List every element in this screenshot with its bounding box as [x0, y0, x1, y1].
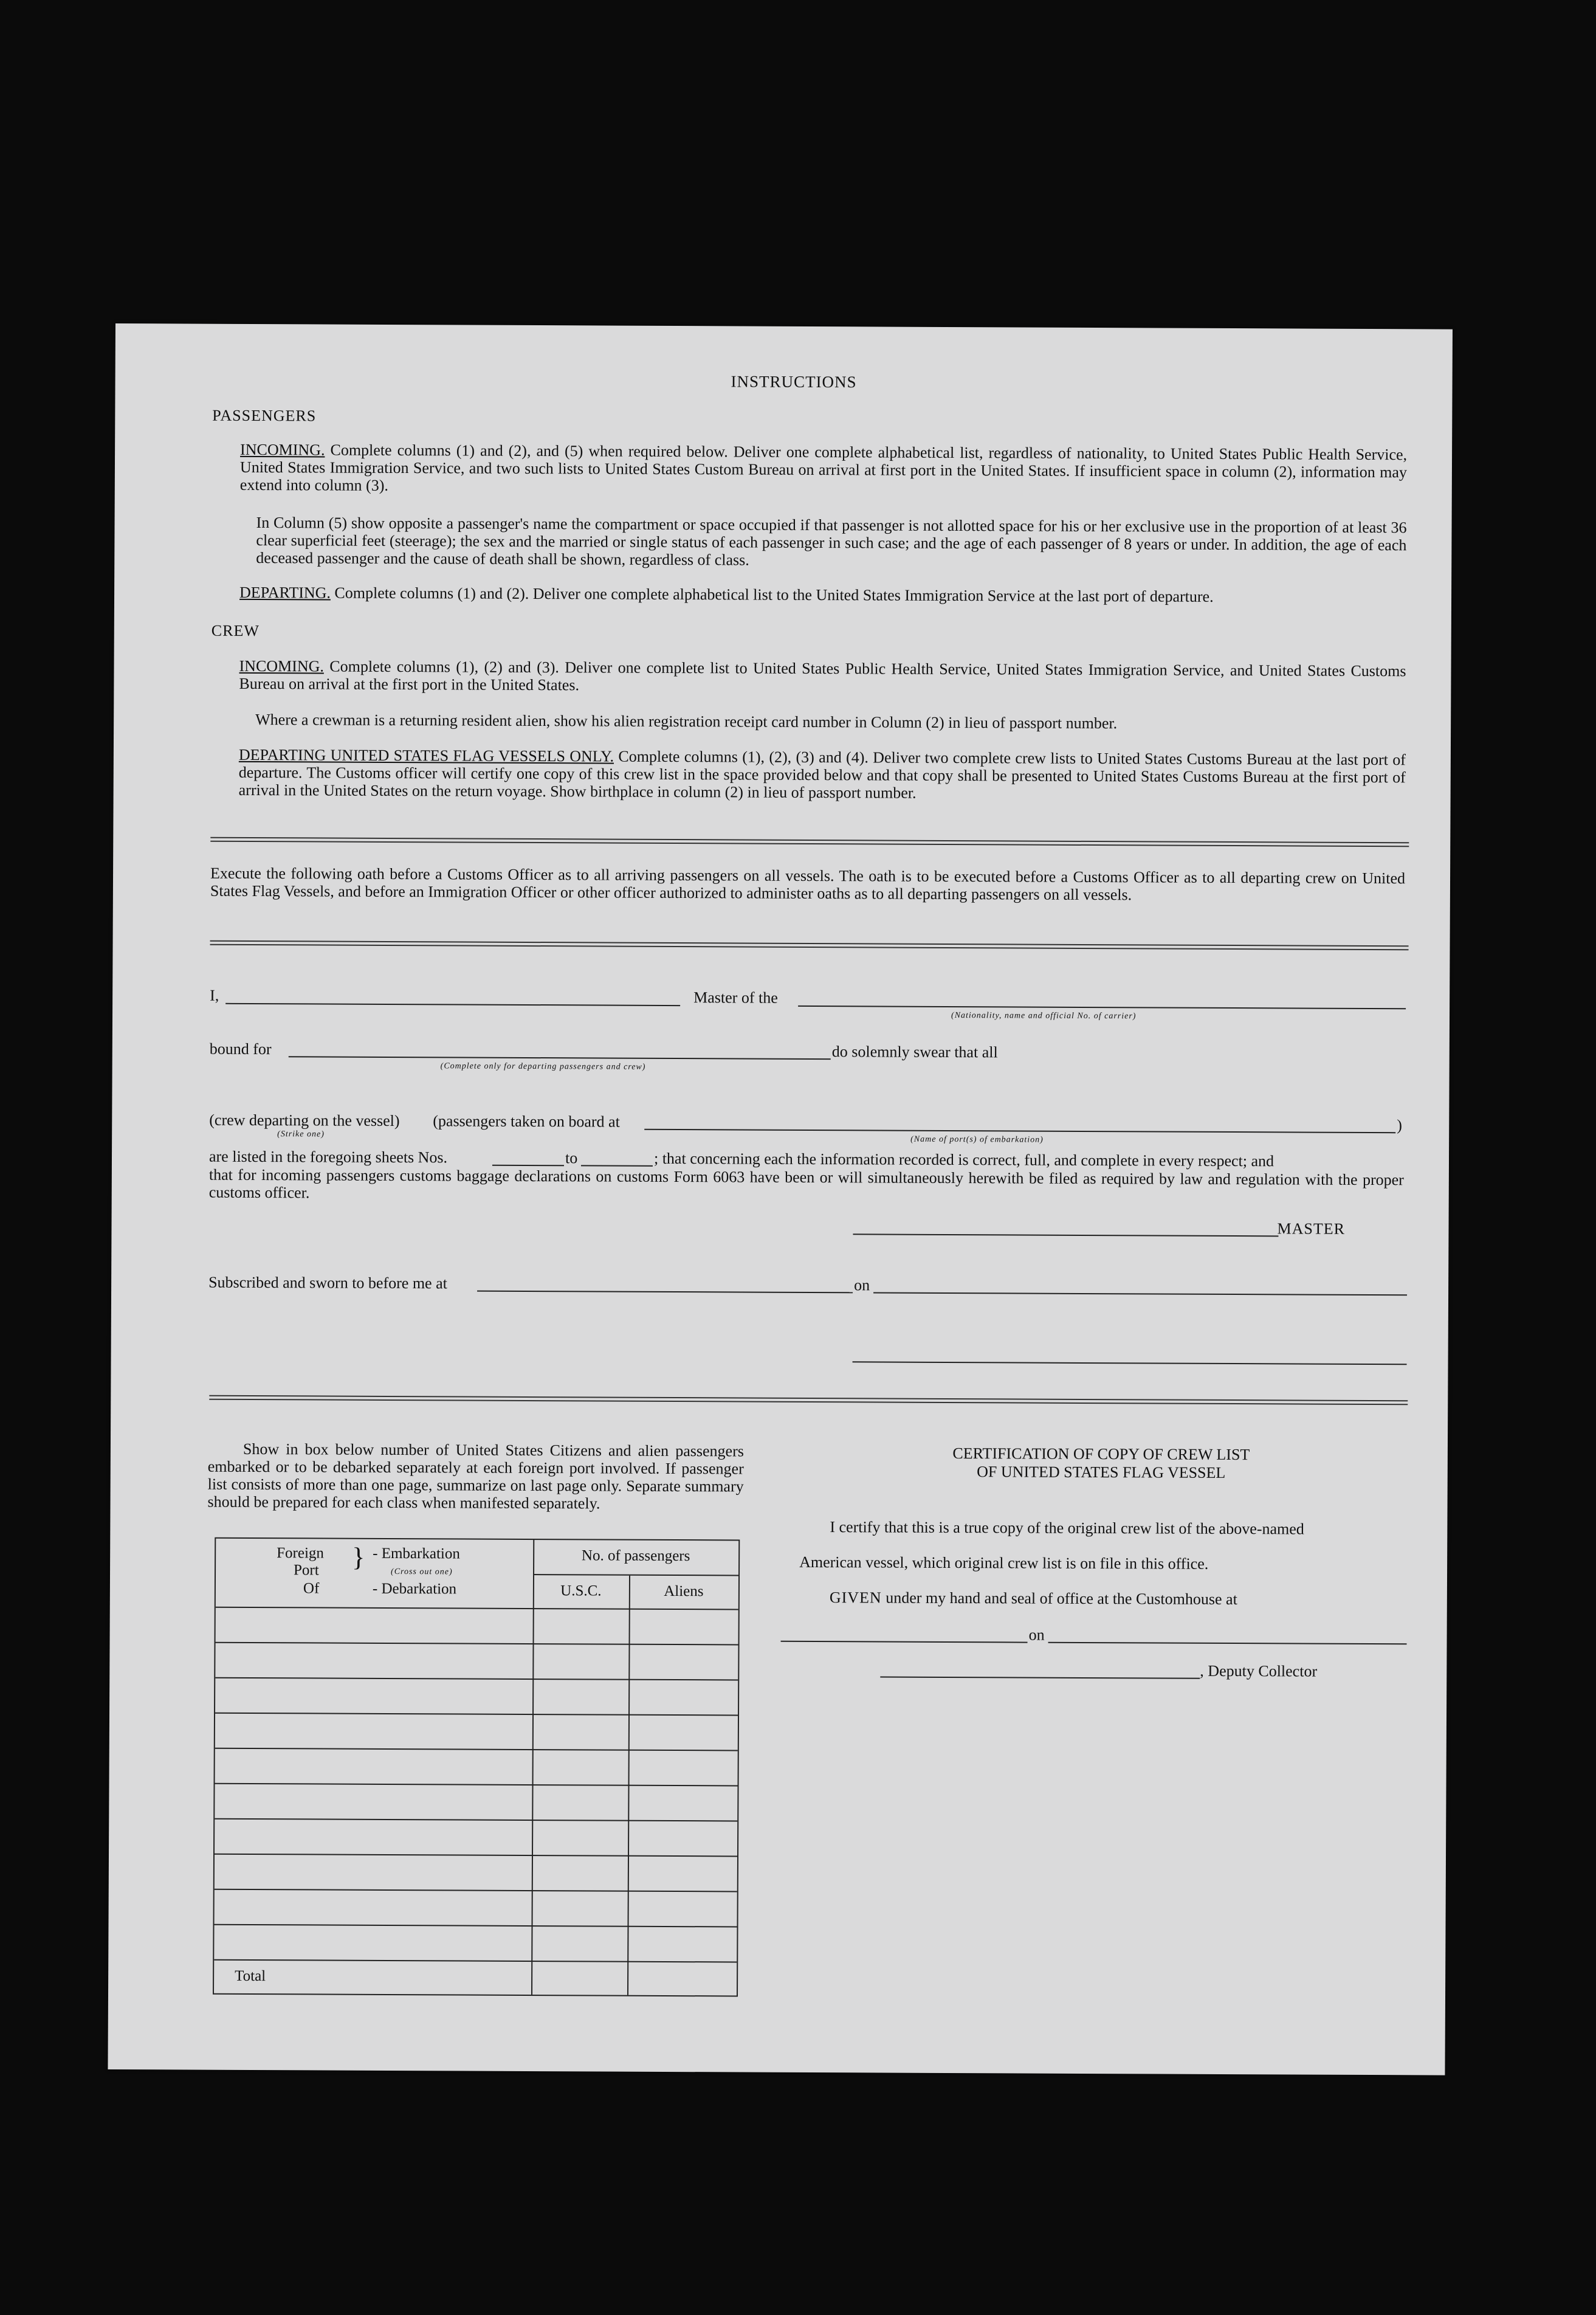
bound-for-field[interactable] — [289, 1056, 831, 1060]
certify-line1: I certify that this is a true copy of the original crew list of the above-named — [830, 1518, 1304, 1538]
table-row-divider — [215, 1854, 737, 1857]
passengers-column5-paragraph: In Column (5) show opposite a passenger's name the compartment or space occupied if that passenger is not allotted space for his or her exclusive use in the proportion of at least 36 clear superficial feet (steerage); the sex and the married or single status of each passenger in such case; and the age of each passenger of 8 years or under. In addition, the age of each deceased passenger and the cause of death shall be shown, regardless of class. — [256, 514, 1407, 569]
table-row-divider — [215, 1677, 738, 1681]
officer-signature-field[interactable] — [853, 1361, 1407, 1365]
listed-in-label: are listed in the foregoing sheets Nos. — [208, 1147, 448, 1167]
certification-date-field[interactable] — [1048, 1642, 1407, 1645]
listed-rest-text: ; that concerning each the information recorded is correct, full, and complete in every respect; and — [653, 1149, 1274, 1170]
table-row-divider — [215, 1748, 738, 1751]
given-paragraph — [830, 1589, 1237, 1608]
certification-on-label: on — [1028, 1626, 1045, 1644]
table-row-divider — [216, 1642, 738, 1646]
master-label: MASTER — [1277, 1220, 1346, 1238]
table-header-divider — [533, 1574, 738, 1576]
sheet-from-field[interactable] — [492, 1165, 564, 1167]
sworn-on-field[interactable] — [873, 1292, 1407, 1296]
summary-text: Show in box below number of United States Citizens and alien passengers embarked or to be debarked separately at each foreign port involved. If passenger list consists of more than one page, summarize on last page only. Separate summary should be prepared for each class when manifested separately. — [207, 1440, 744, 1513]
certification-title-line2: OF UNITED STATES FLAG VESSEL — [977, 1463, 1226, 1482]
passengers-heading: PASSENGERS — [212, 406, 317, 425]
table-row-divider — [215, 1889, 737, 1892]
crew-incoming-label: INCOMING. — [239, 657, 324, 675]
to-label: to — [565, 1149, 578, 1167]
crew-departing-label: DEPARTING UNITED STATES FLAG VESSELS ONLY. — [238, 745, 614, 765]
certify-line2: American vessel, which original crew list is on file in this office. — [799, 1553, 1209, 1573]
form-page — [108, 323, 1453, 2075]
table-row-divider — [214, 1959, 737, 1963]
of-label: Of — [303, 1580, 320, 1597]
customhouse-field[interactable] — [781, 1641, 1028, 1643]
oath-rest-text: that for incoming passengers customs baggage declarations on customs Form 6063 have been or will simultaneously herewith be filed as required by law and regulation with the proper customs officer. — [208, 1165, 1404, 1202]
subscribed-label: Subscribed and sworn to before me at — [208, 1273, 447, 1292]
passengers-incoming-label: INCOMING. — [240, 440, 325, 459]
port-label: Port — [293, 1562, 319, 1579]
passengers-incoming-text: Complete columns (1) and (2), and (5) when required below. Deliver one complete alphabetical list, regardless of nationality, to United States Public Health Service, United States Immigration Service, and two such lists to United States Custom Bureau on arrival at first port in the United States. If insufficient space in column (2), information may extend into column (3). — [239, 441, 1408, 494]
deputy-collector-signature-field[interactable] — [880, 1677, 1200, 1679]
debarkation-option[interactable]: - Debarkation — [372, 1580, 457, 1598]
crew-incoming-text: Complete columns (1), (2) and (3). Deliver one complete list to United States Public Health Service, United States Immigration Service, and United States Customs Bureau on arrival at the first port in the United States. — [239, 657, 1406, 694]
passengers-incoming-paragraph — [240, 441, 1407, 499]
crew-resident-paragraph: Where a crewman is a returning resident alien, show his alien registration receipt card number in Column (2) in lieu of passport number. — [255, 711, 1118, 733]
sworn-at-field[interactable] — [477, 1291, 853, 1294]
divider — [210, 940, 1409, 951]
table-row-divider — [215, 1818, 737, 1822]
passengers-departing-paragraph — [239, 584, 1406, 606]
crew-incoming-paragraph — [239, 657, 1406, 697]
oath-instructions: Execute the following oath before a Customs Officer as to all arriving passengers on all vessels. The oath is to be executed before a Customs Officer as to all departing crew on United States Flag Vessels, and before an Immigration Officer or other officer authorized to administer oaths as to all departing passengers on all vessels. — [210, 864, 1406, 904]
master-signature-field[interactable] — [853, 1233, 1278, 1237]
page-title: INSTRUCTIONS — [731, 372, 857, 392]
crew-departing-text: Complete columns (1), (2), (3) and (4). Deliver two complete crew lists to United States Customs Bureau at the last port of departure. The Customs officer will certify one copy of this crew list in the space provided below and that copy shall be presented to United States Customs Bureau at the first port of arrival in the United States on the return voyage. Show birthplace in column (2) in lieu of passport number. — [238, 747, 1406, 802]
carrier-field[interactable] — [798, 1006, 1406, 1009]
foreign-label: Foreign — [277, 1545, 325, 1562]
cross-out-caption: (Cross out one) — [391, 1567, 453, 1577]
crew-heading: CREW — [211, 621, 260, 640]
divider — [209, 1395, 1408, 1406]
embarkation-port-field[interactable] — [644, 1129, 1395, 1133]
sheet-to-field[interactable] — [581, 1165, 653, 1167]
crew-departing-paragraph — [239, 746, 1406, 804]
passengers-taken-option[interactable]: (passengers taken on board at — [433, 1112, 620, 1131]
close-paren: ) — [1397, 1116, 1403, 1134]
passengers-departing-label: DEPARTING. — [239, 583, 331, 602]
embarkation-option[interactable]: - Embarkation — [373, 1545, 460, 1562]
divider — [210, 837, 1409, 847]
oath-i-label: I, — [210, 986, 219, 1004]
sworn-on-label: on — [854, 1276, 870, 1294]
table-row-divider — [216, 1607, 738, 1610]
given-rest-text: under my hand and seal of office at the Customhouse at — [886, 1589, 1237, 1609]
table-row-divider — [215, 1783, 738, 1787]
table-row-divider — [215, 1924, 737, 1928]
bound-caption: (Complete only for departing passengers and crew) — [440, 1061, 646, 1072]
no-passengers-header: No. of passengers — [581, 1547, 690, 1565]
crew-departing-option[interactable]: (crew departing on the vessel) — [209, 1111, 400, 1130]
bound-for-label: bound for — [209, 1040, 272, 1058]
master-of-label: Master of the — [693, 988, 778, 1007]
port-caption: (Name of port(s) of embarkation) — [910, 1134, 1044, 1145]
certification-title-line1: CERTIFICATION OF COPY OF CREW LIST — [952, 1444, 1250, 1464]
usc-header: U.S.C. — [560, 1582, 602, 1599]
swear-text: do solemnly swear that all — [831, 1043, 998, 1061]
given-label: GIVEN — [829, 1589, 882, 1607]
table-row-divider — [215, 1713, 738, 1716]
aliens-header: Aliens — [664, 1582, 704, 1600]
carrier-caption: (Nationality, name and official No. of carrier) — [951, 1011, 1137, 1021]
total-label: Total — [235, 1967, 266, 1985]
deputy-collector-label: , Deputy Collector — [1200, 1661, 1318, 1680]
passengers-departing-text: Complete columns (1) and (2). Deliver one complete alphabetical list to the United States Immigration Service at the last port of departure. — [334, 584, 1214, 605]
master-name-field[interactable] — [225, 1003, 680, 1006]
strike-one-caption: (Strike one) — [277, 1130, 325, 1139]
brace-glyph: } — [352, 1542, 365, 1572]
passenger-summary-table — [213, 1537, 740, 1997]
